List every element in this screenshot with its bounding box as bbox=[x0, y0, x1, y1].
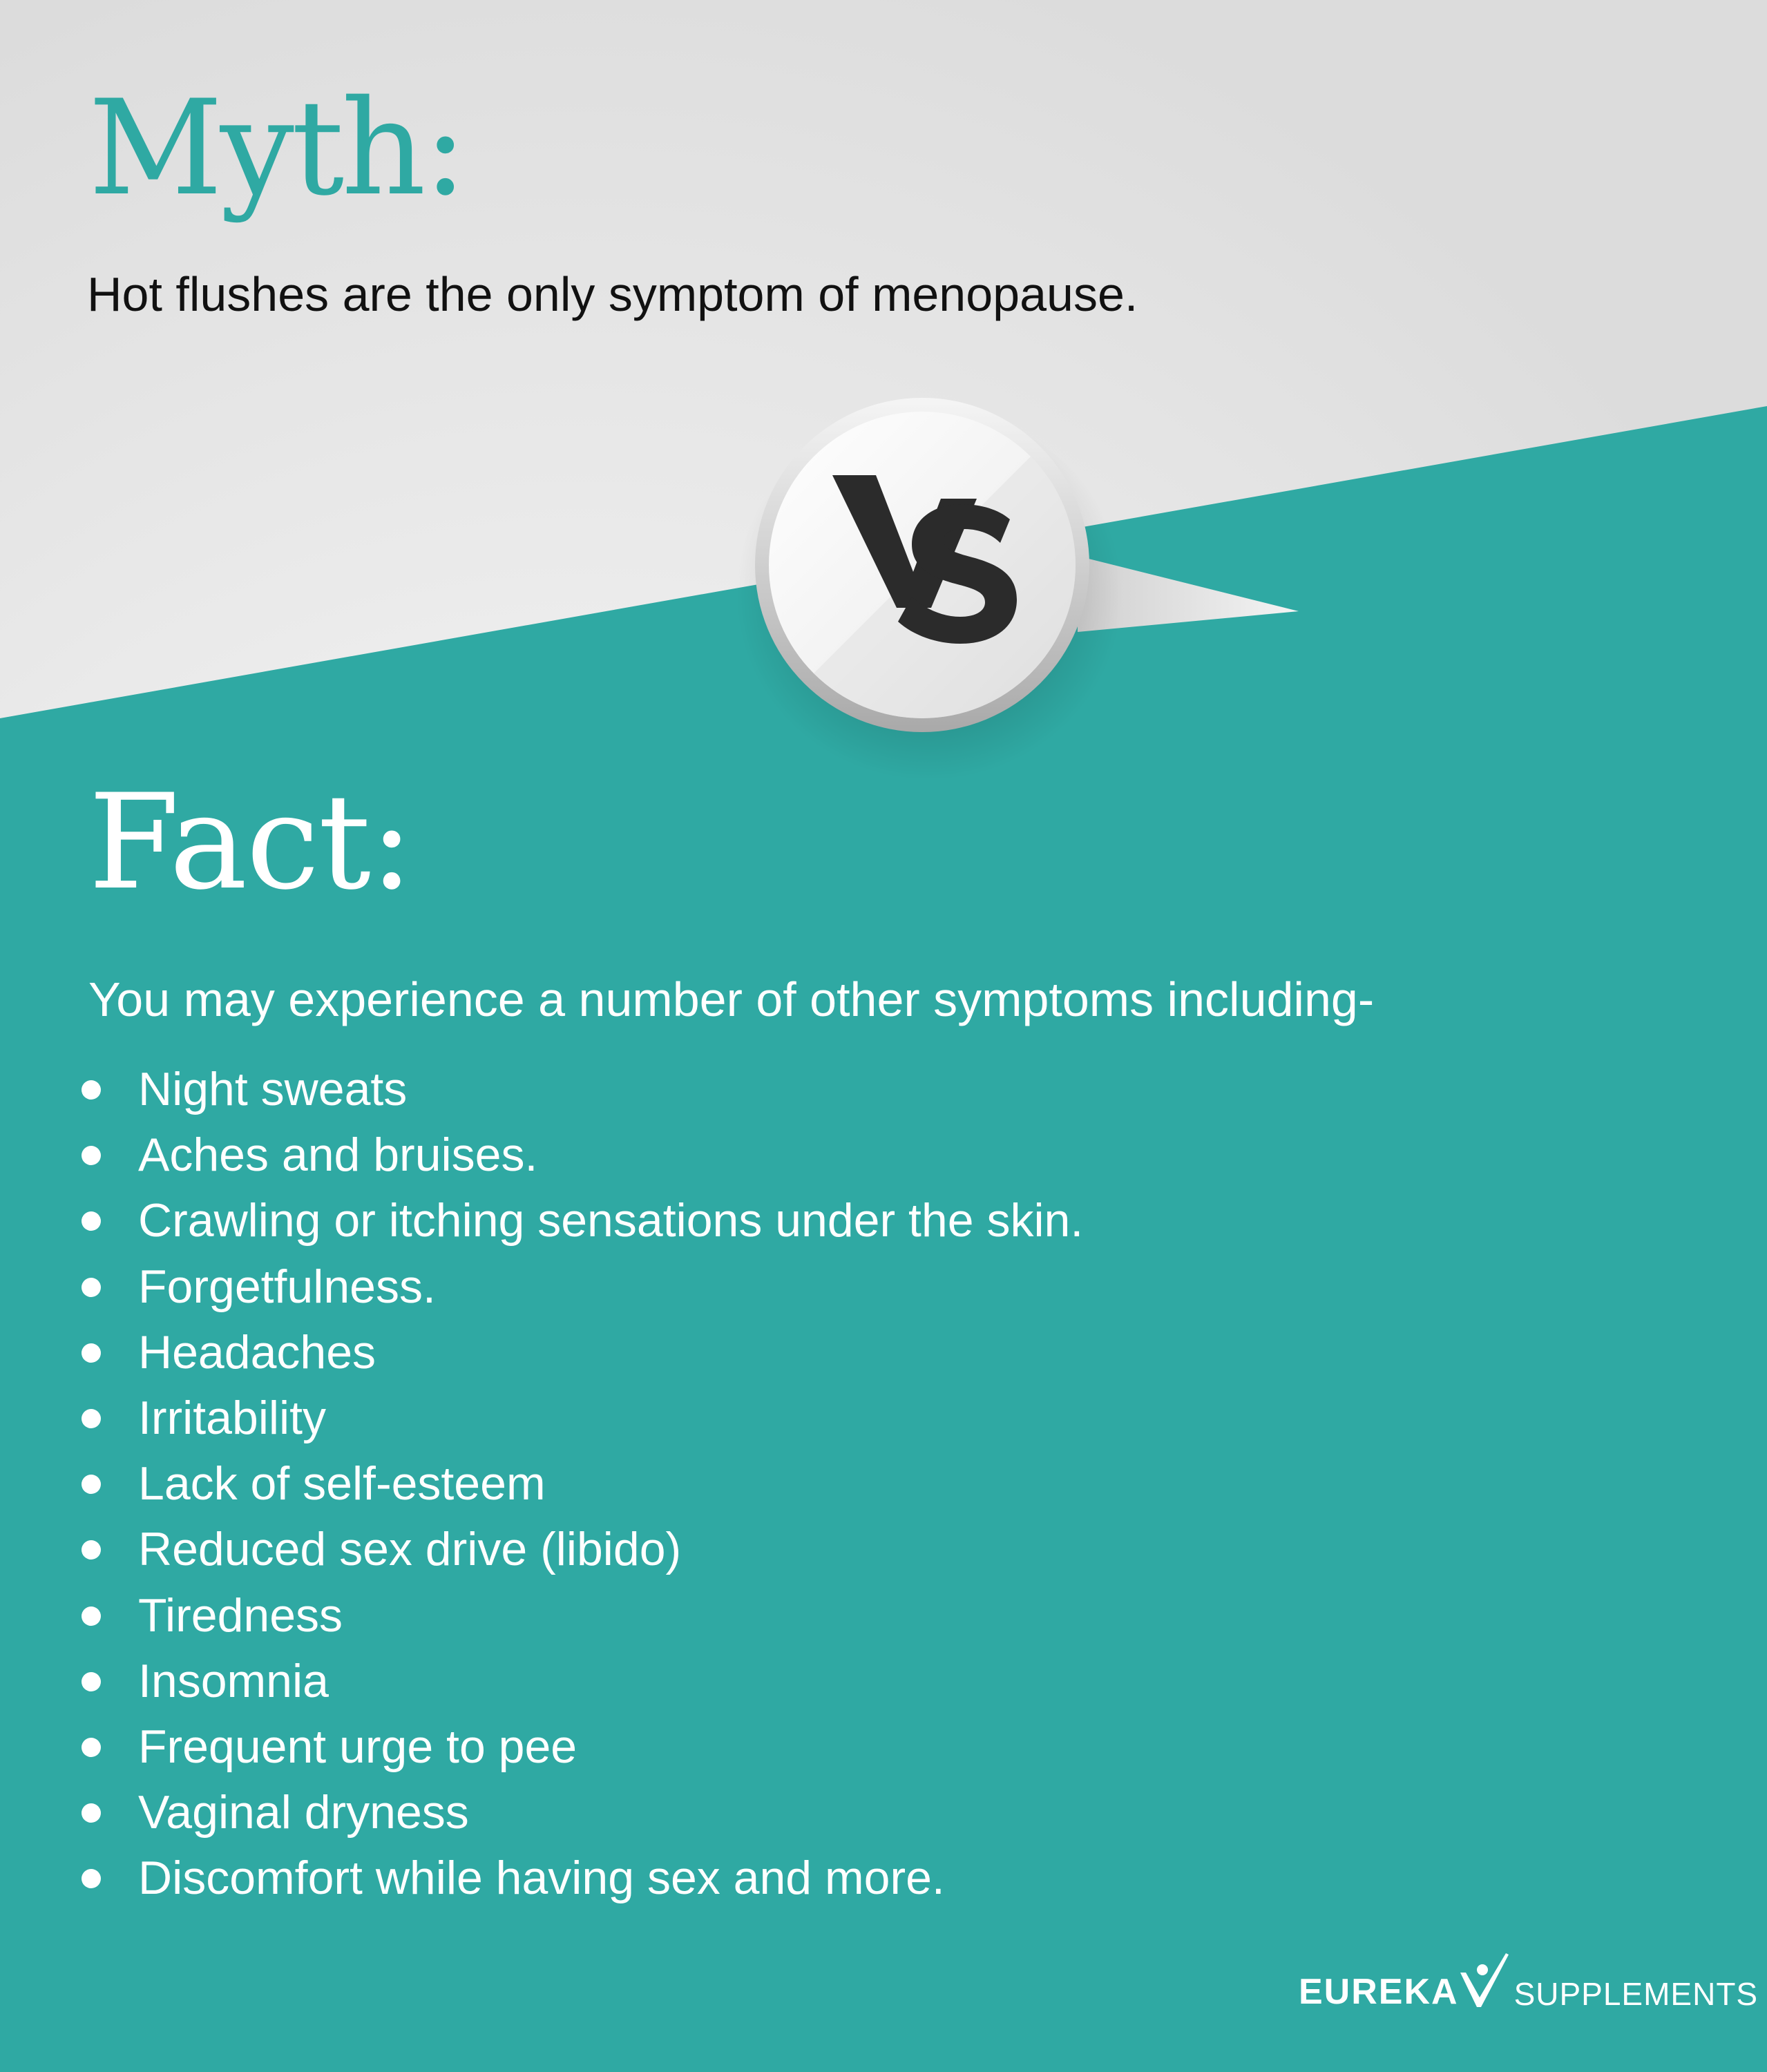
list-item bbox=[0, 1583, 1083, 1649]
symptom-text: Aches and bruises. bbox=[138, 1129, 538, 1182]
list-item bbox=[0, 1122, 1083, 1188]
symptom-text: Tiredness bbox=[138, 1589, 343, 1642]
list-item bbox=[0, 1320, 1083, 1385]
list-item bbox=[0, 1714, 1083, 1780]
symptom-list bbox=[0, 1057, 1083, 1911]
myth-title: Myth: bbox=[88, 72, 465, 224]
symptom-text: Vaginal dryness bbox=[138, 1786, 469, 1839]
logo-sub: SUPPLEMENTS bbox=[1513, 1976, 1759, 2012]
bullet-icon bbox=[82, 1803, 101, 1823]
symptom-text: Crawling or itching sensations under the skin. bbox=[138, 1194, 1084, 1247]
list-item bbox=[0, 1517, 1083, 1582]
symptom-text: Frequent urge to pee bbox=[138, 1720, 577, 1773]
bullet-icon bbox=[82, 1146, 101, 1165]
list-item bbox=[0, 1385, 1083, 1451]
myth-statement: Hot flushes are the only symptom of menopause. bbox=[87, 267, 1138, 321]
symptom-text: Discomfort while having sex and more. bbox=[138, 1852, 945, 1905]
bullet-icon bbox=[82, 1080, 101, 1100]
symptom-text: Reduced sex drive (libido) bbox=[138, 1523, 682, 1576]
fact-intro: You may experience a number of other symptoms including- bbox=[88, 972, 1375, 1026]
list-item bbox=[0, 1188, 1083, 1254]
list-item bbox=[0, 1780, 1083, 1845]
symptom-text: Forgetfulness. bbox=[138, 1260, 436, 1313]
bullet-icon bbox=[82, 1540, 101, 1560]
symptom-text: Insomnia bbox=[138, 1654, 329, 1707]
symptom-text: Night sweats bbox=[138, 1063, 408, 1115]
bullet-icon bbox=[82, 1409, 101, 1428]
bullet-icon bbox=[82, 1738, 101, 1757]
list-item bbox=[0, 1451, 1083, 1517]
list-item bbox=[0, 1057, 1083, 1122]
bullet-icon bbox=[82, 1606, 101, 1626]
bullet-icon bbox=[82, 1672, 101, 1691]
bullet-icon bbox=[82, 1475, 101, 1494]
symptom-text: Irritability bbox=[138, 1391, 327, 1444]
bullet-icon bbox=[82, 1869, 101, 1888]
bullet-icon bbox=[82, 1343, 101, 1363]
fact-title: Fact: bbox=[88, 766, 412, 919]
list-item bbox=[0, 1649, 1083, 1714]
eureka-logo bbox=[1299, 1948, 1758, 2010]
symptom-text: Lack of self-esteem bbox=[138, 1457, 546, 1510]
bullet-icon bbox=[82, 1278, 101, 1297]
checkmark-person-icon bbox=[1456, 1952, 1511, 2010]
logo-brand: EUREKA bbox=[1299, 1972, 1459, 2012]
symptom-text: Headaches bbox=[138, 1325, 376, 1379]
bullet-icon bbox=[82, 1211, 101, 1231]
list-item bbox=[0, 1845, 1083, 1911]
list-item bbox=[0, 1254, 1083, 1320]
